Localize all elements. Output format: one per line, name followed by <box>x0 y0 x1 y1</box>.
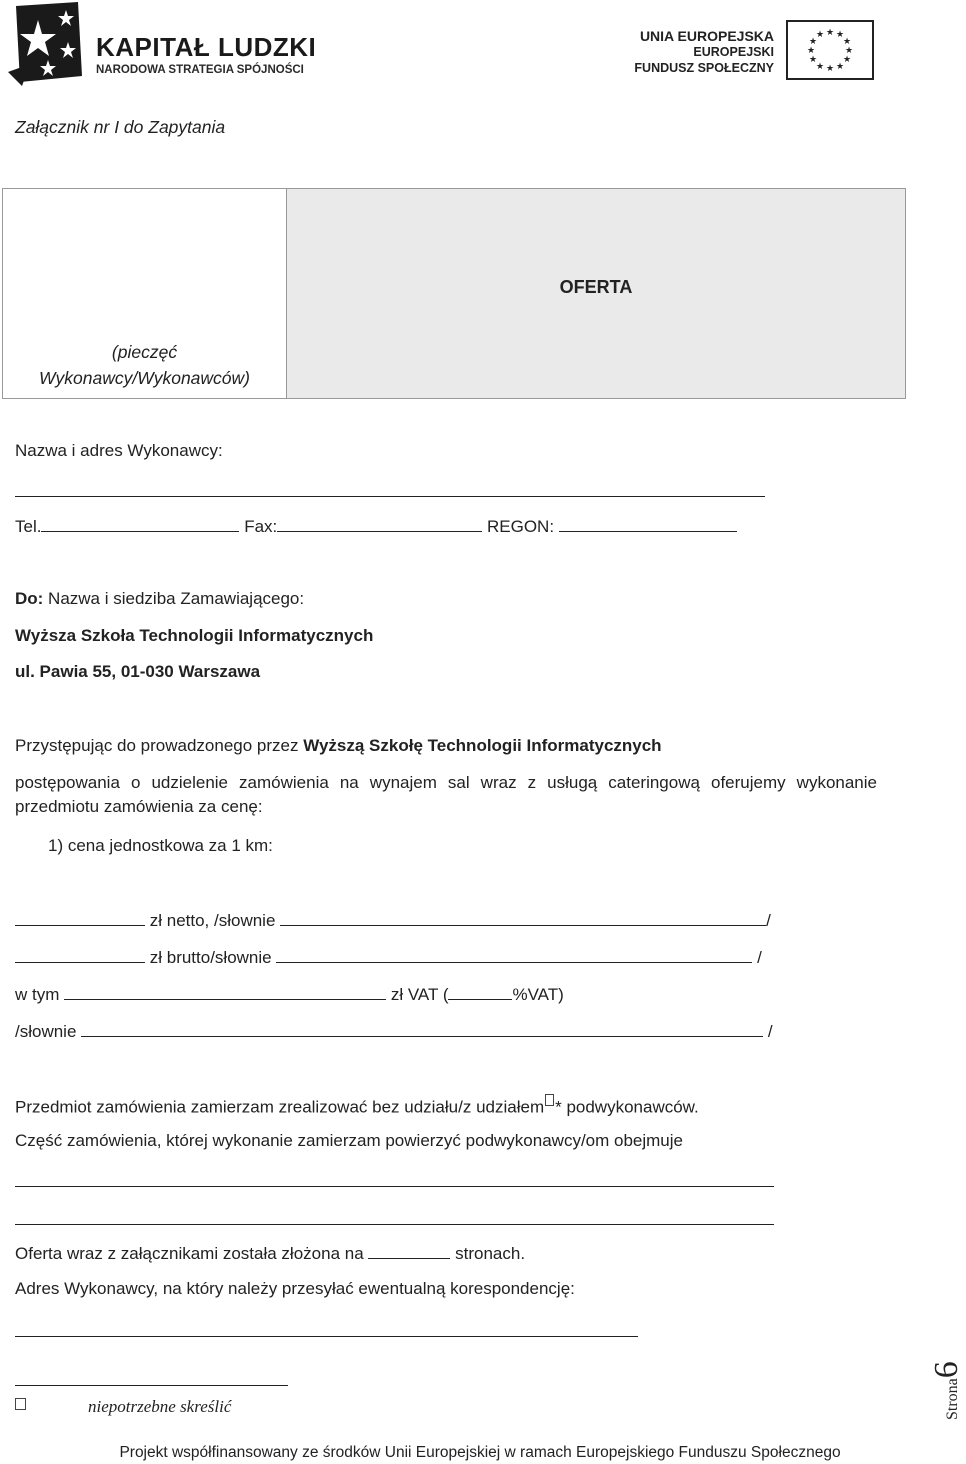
part-line-2[interactable] <box>15 1206 774 1225</box>
eu-line3: FUNDUSZ SPOŁECZNY <box>634 61 774 75</box>
intro-line <box>15 736 662 756</box>
eu-line2: EUROPEJSKI <box>693 45 774 59</box>
eu-flag-icon <box>786 20 874 80</box>
eu-logo-text <box>634 28 774 76</box>
stamp-line2: Wykonawcy/Wykonawców) <box>38 368 251 388</box>
address-label: Adres Wykonawcy, na który należy przesyłać ewentualną korespondencję: <box>15 1279 575 1298</box>
address-line[interactable] <box>15 1318 638 1337</box>
netto-row <box>15 909 771 931</box>
netto-words-line[interactable] <box>280 909 766 926</box>
brutto-label: zł brutto/słownie <box>149 948 272 967</box>
svg-text:★: ★ <box>808 55 818 65</box>
fax-label: Fax: <box>244 517 278 536</box>
pages-count-line[interactable] <box>368 1242 450 1259</box>
tel-line[interactable] <box>41 515 239 532</box>
netto-amount-line[interactable] <box>15 909 145 926</box>
contractor-name-label: Nazwa i adres Wykonawcy: <box>15 441 223 460</box>
kapital-ludzki-logo <box>8 2 318 86</box>
svg-text:★: ★ <box>825 28 835 38</box>
subcontract-tail: * podwykonawców. <box>555 1097 699 1117</box>
eu-stars-icon <box>788 22 872 78</box>
subcontract-text: Przedmiot zamówienia zamierzam zrealizować bez udziału/z udziałem <box>15 1097 545 1117</box>
brutto-amount-line[interactable] <box>15 946 145 963</box>
fax-line[interactable] <box>277 515 482 532</box>
footnote-separator <box>15 1384 288 1386</box>
svg-text:★: ★ <box>842 55 852 65</box>
recipient-address: ul. Pawia 55, 01-030 Warszawa <box>15 662 261 681</box>
logo-title: KAPITAŁ LUDZKI <box>96 32 317 62</box>
logo-subtitle: NARODOWA STRATEGIA SPÓJNOŚCI <box>96 64 304 76</box>
pages-prefix: Oferta wraz z załącznikami została złożona na <box>15 1244 364 1263</box>
regon-line[interactable] <box>559 515 737 532</box>
vat-amount-line[interactable] <box>64 983 386 1000</box>
offer-cell <box>287 189 905 398</box>
attachment-title: Załącznik nr I do Zapytania <box>15 117 226 137</box>
svg-text:★: ★ <box>815 30 825 40</box>
offer-header-table <box>2 188 906 399</box>
svg-text:★: ★ <box>835 30 845 40</box>
slownie-line[interactable] <box>81 1020 763 1037</box>
recipient-org-name: Wyższa Szkoła Technologii Informatycznych <box>15 626 374 645</box>
slownie-slash: / <box>767 1022 773 1041</box>
stamp-cell <box>3 189 287 398</box>
tel-label: Tel. <box>15 517 42 536</box>
stamp-line1: (pieczęć <box>111 342 178 362</box>
slownie-label: /słownie <box>15 1022 77 1041</box>
offer-title: OFERTA <box>559 277 633 297</box>
subcontract-line <box>15 1094 699 1118</box>
brutto-row <box>15 946 762 968</box>
intro-prefix: Przystępując do prowadzonego przez <box>15 736 304 755</box>
netto-slash: / <box>766 911 771 930</box>
svg-text:★: ★ <box>825 64 835 74</box>
brutto-slash: / <box>757 948 762 967</box>
page-number-rotated <box>928 1361 966 1420</box>
contact-row <box>15 515 737 537</box>
svg-text:★: ★ <box>806 46 816 56</box>
part-line-1[interactable] <box>15 1168 774 1187</box>
regon-label: REGON: <box>487 517 555 536</box>
stamp-caption <box>3 339 286 391</box>
to-text: Nazwa i siedziba Zamawiającego: <box>43 589 305 608</box>
vat-row <box>15 983 564 1005</box>
brutto-words-line[interactable] <box>276 946 752 963</box>
pages-row <box>15 1242 525 1264</box>
pages-suffix: stronach. <box>455 1244 526 1263</box>
svg-text:★: ★ <box>815 62 825 72</box>
svg-text:★: ★ <box>835 62 845 72</box>
item-1: 1) cena jednostkowa za 1 km: <box>48 836 273 855</box>
footer-text: Projekt współfinansowany ze środków Unii Europejskiej w ramach Europejskiego Funduszu Społecznego <box>119 1444 841 1461</box>
kapital-ludzki-mark-icon <box>8 2 86 86</box>
page-word: Strona <box>944 1378 961 1420</box>
part-text: Część zamówienia, której wykonanie zamierzam powierzyć podwykonawcy/om obejmuje <box>15 1131 683 1150</box>
pct-vat-label: %VAT) <box>512 985 564 1004</box>
intro-org: Wyższą Szkołę Technologii Informatycznych <box>303 736 662 755</box>
eu-line1: UNIA EUROPEJSKA <box>639 28 774 44</box>
svg-text:★: ★ <box>842 37 852 47</box>
svg-text:★: ★ <box>808 37 818 47</box>
recipient-line <box>15 589 304 609</box>
page-digit: 6 <box>928 1361 965 1379</box>
to-label: Do: <box>15 589 44 608</box>
contractor-name-line[interactable] <box>15 478 765 497</box>
footnote-text: niepotrzebne skreślić <box>88 1397 232 1416</box>
vat-percent-line[interactable] <box>448 983 512 1000</box>
slownie-row <box>15 1020 773 1042</box>
intro-paragraph: postępowania o udzielenie zamówienia na wynajem sal wraz z usługą cateringową oferujemy wykonanie przedmiotu zamówienia za cenę: <box>15 773 877 816</box>
page-number <box>928 1330 966 1420</box>
footnote-box-icon <box>15 1398 26 1410</box>
zl-vat-label: zł VAT ( <box>390 985 449 1004</box>
svg-text:★: ★ <box>844 46 854 56</box>
netto-label: zł netto, /słownie <box>149 911 276 930</box>
footnote-marker-icon <box>545 1094 554 1106</box>
w-tym-label: w tym <box>15 985 60 1004</box>
